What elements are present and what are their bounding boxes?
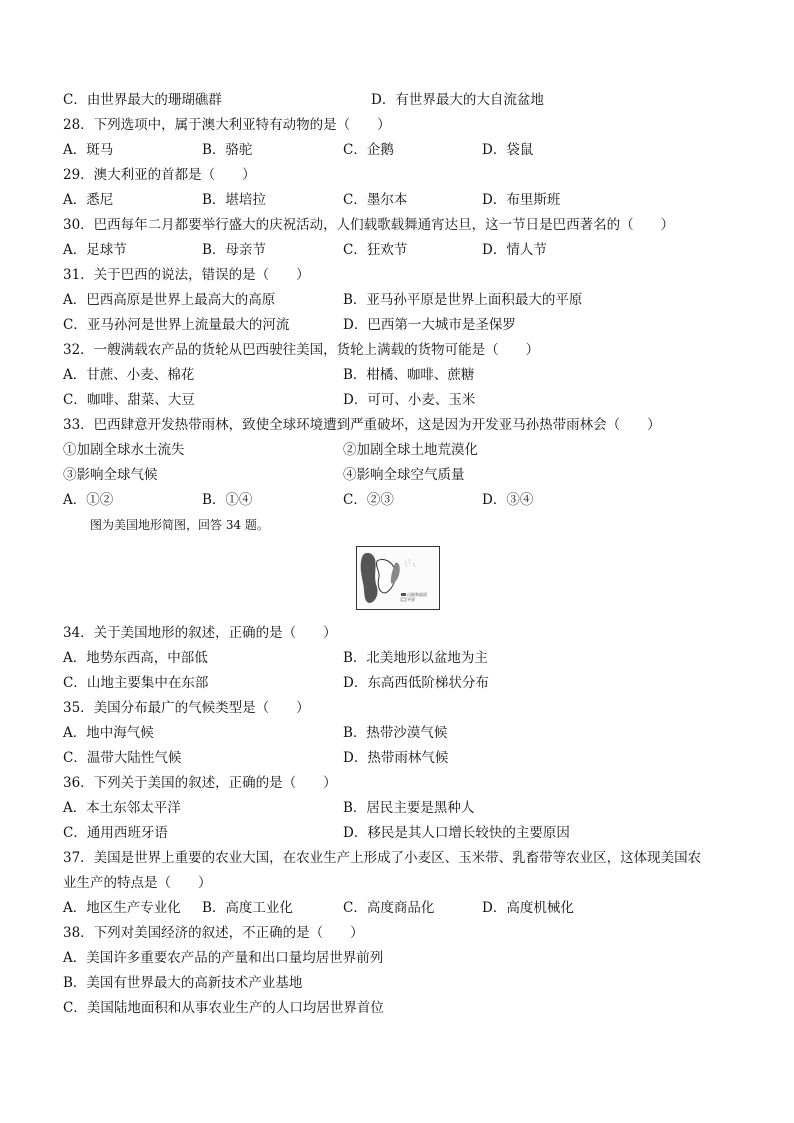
question-32-stem: 32．一艘满载农产品的货轮从巴西驶往美国，货轮上满载的货物可能是（ ） [63, 342, 540, 358]
question-37-stem: 37．美国是世界上重要的农业大国，在农业生产上形成了小麦区、玉米带、乳畜带等农业区，这体现美国农 [63, 850, 702, 866]
question-33-stem: 33．巴西肆意开发热带雨林，致使全球环境遭到严重破坏，这是因为开发亚马孙热带雨林会（ ） [63, 417, 661, 433]
q28-option-c: C．企鹅 [343, 142, 394, 158]
q38-option-a: A．美国许多重要农产品的产量和出口量均居世界前列 [63, 950, 384, 966]
q30-option-c: C．狂欢节 [343, 242, 408, 258]
question-38-stem: 38．下列对美国经济的叙述，不正确的是（ ） [63, 925, 364, 941]
q38-option-b: B．美国有世界最大的高新技术产业基地 [63, 975, 303, 991]
q29-option-c: C．墨尔本 [343, 192, 408, 208]
legend-mountain-swatch [401, 593, 406, 596]
western-mountains-shape [361, 553, 378, 603]
q30-option-b: B．母亲节 [202, 242, 266, 258]
question-37-stem-continued: 业生产的特点是（ ） [63, 875, 212, 891]
legend-mountain-label: 山地和高原 [407, 591, 427, 597]
q34-option-c: C．山地主要集中在东部 [63, 675, 209, 691]
sketch-marks [405, 559, 415, 567]
q29-option-d: D．布里斯班 [482, 192, 561, 208]
q34-option-a: A．地势东西高，中部低 [63, 650, 208, 666]
q31-option-c: C．亚马孙河是世界上流量最大的河流 [63, 317, 290, 333]
q37-option-a: A．地区生产专业化 [63, 900, 181, 916]
q32-option-b: B．柑橘、咖啡、蔗糖 [343, 367, 475, 383]
question-31-stem: 31．关于巴西的说法，错误的是（ ） [63, 267, 310, 283]
q35-option-c: C．温带大陆性气候 [63, 750, 182, 766]
q33-item-2: ②加剧全球土地荒漠化 [343, 442, 478, 458]
q37-option-c: C．高度商品化 [343, 900, 435, 916]
q34-option-b: B．北美地形以盆地为主 [343, 650, 488, 666]
q29-option-a: A．悉尼 [63, 192, 114, 208]
q37-option-b: B．高度工业化 [202, 900, 293, 916]
q36-option-a: A．本土东邻太平洋 [63, 800, 181, 816]
q35-option-a: A．地中海气候 [63, 725, 154, 741]
q36-option-d: D．移民是其人口增长较快的主要原因 [343, 825, 570, 841]
prev-option-c: C．由世界最大的珊瑚礁群 [63, 92, 222, 108]
q31-option-a: A．巴西高原是世界上最高大的高原 [63, 292, 276, 308]
q28-option-b: B．骆驼 [202, 142, 253, 158]
figure-caption: 图为美国地形简图，回答 34 题。 [90, 518, 269, 532]
q32-option-d: D．可可、小麦、玉米 [343, 392, 476, 408]
legend-plain-label: 平原 [407, 596, 415, 602]
q33-option-d: D．③④ [482, 492, 534, 508]
q33-option-a: A．①② [63, 492, 114, 508]
question-34-stem: 34．关于美国地形的叙述，正确的是（ ） [63, 625, 337, 641]
q36-option-b: B．居民主要是黑种人 [343, 800, 475, 816]
q33-item-4: ④影响全球空气质量 [343, 467, 465, 483]
q35-option-b: B．热带沙漠气候 [343, 725, 448, 741]
question-36-stem: 36．下列关于美国的叙述，正确的是（ ） [63, 775, 337, 791]
usa-terrain-map [356, 546, 440, 610]
q33-option-b: B．①④ [202, 492, 253, 508]
question-29-stem: 29．澳大利亚的首都是（ ） [63, 167, 256, 183]
q33-item-1: ①加剧全球水土流失 [63, 442, 185, 458]
question-35-stem: 35．美国分布最广的气候类型是（ ） [63, 700, 310, 716]
prev-option-d: D．有世界最大的大自流盆地 [371, 92, 544, 108]
usa-terrain-map-drawing [357, 547, 439, 609]
q33-option-c: C．②③ [343, 492, 394, 508]
q37-option-d: D．高度机械化 [482, 900, 574, 916]
question-30-stem: 30．巴西每年二月都要举行盛大的庆祝活动，人们载歌载舞通宵达旦，这一节日是巴西著名的（ ） [63, 217, 675, 233]
q31-option-b: B．亚马孙平原是世界上面积最大的平原 [343, 292, 583, 308]
q31-option-d: D．巴西第一大城市是圣保罗 [343, 317, 516, 333]
q34-option-d: D．东高西低阶梯状分布 [343, 675, 489, 691]
q30-option-a: A．足球节 [63, 242, 127, 258]
q33-item-3: ③影响全球气候 [63, 467, 158, 483]
q38-option-c: C．美国陆地面积和从事农业生产的人口均居世界首位 [63, 1000, 384, 1016]
q28-option-a: A．斑马 [63, 142, 114, 158]
q28-option-d: D．袋鼠 [482, 142, 534, 158]
q30-option-d: D．情人节 [482, 242, 547, 258]
q32-option-a: A．甘蔗、小麦、棉花 [63, 367, 195, 383]
q36-option-c: C．通用西班牙语 [63, 825, 168, 841]
q32-option-c: C．咖啡、甜菜、大豆 [63, 392, 195, 408]
q35-option-d: D．热带雨林气候 [343, 750, 449, 766]
q29-option-b: B．堪培拉 [202, 192, 266, 208]
question-28-stem: 28．下列选项中，属于澳大利亚特有动物的是（ ） [63, 117, 391, 133]
legend-plain-swatch [401, 598, 406, 601]
